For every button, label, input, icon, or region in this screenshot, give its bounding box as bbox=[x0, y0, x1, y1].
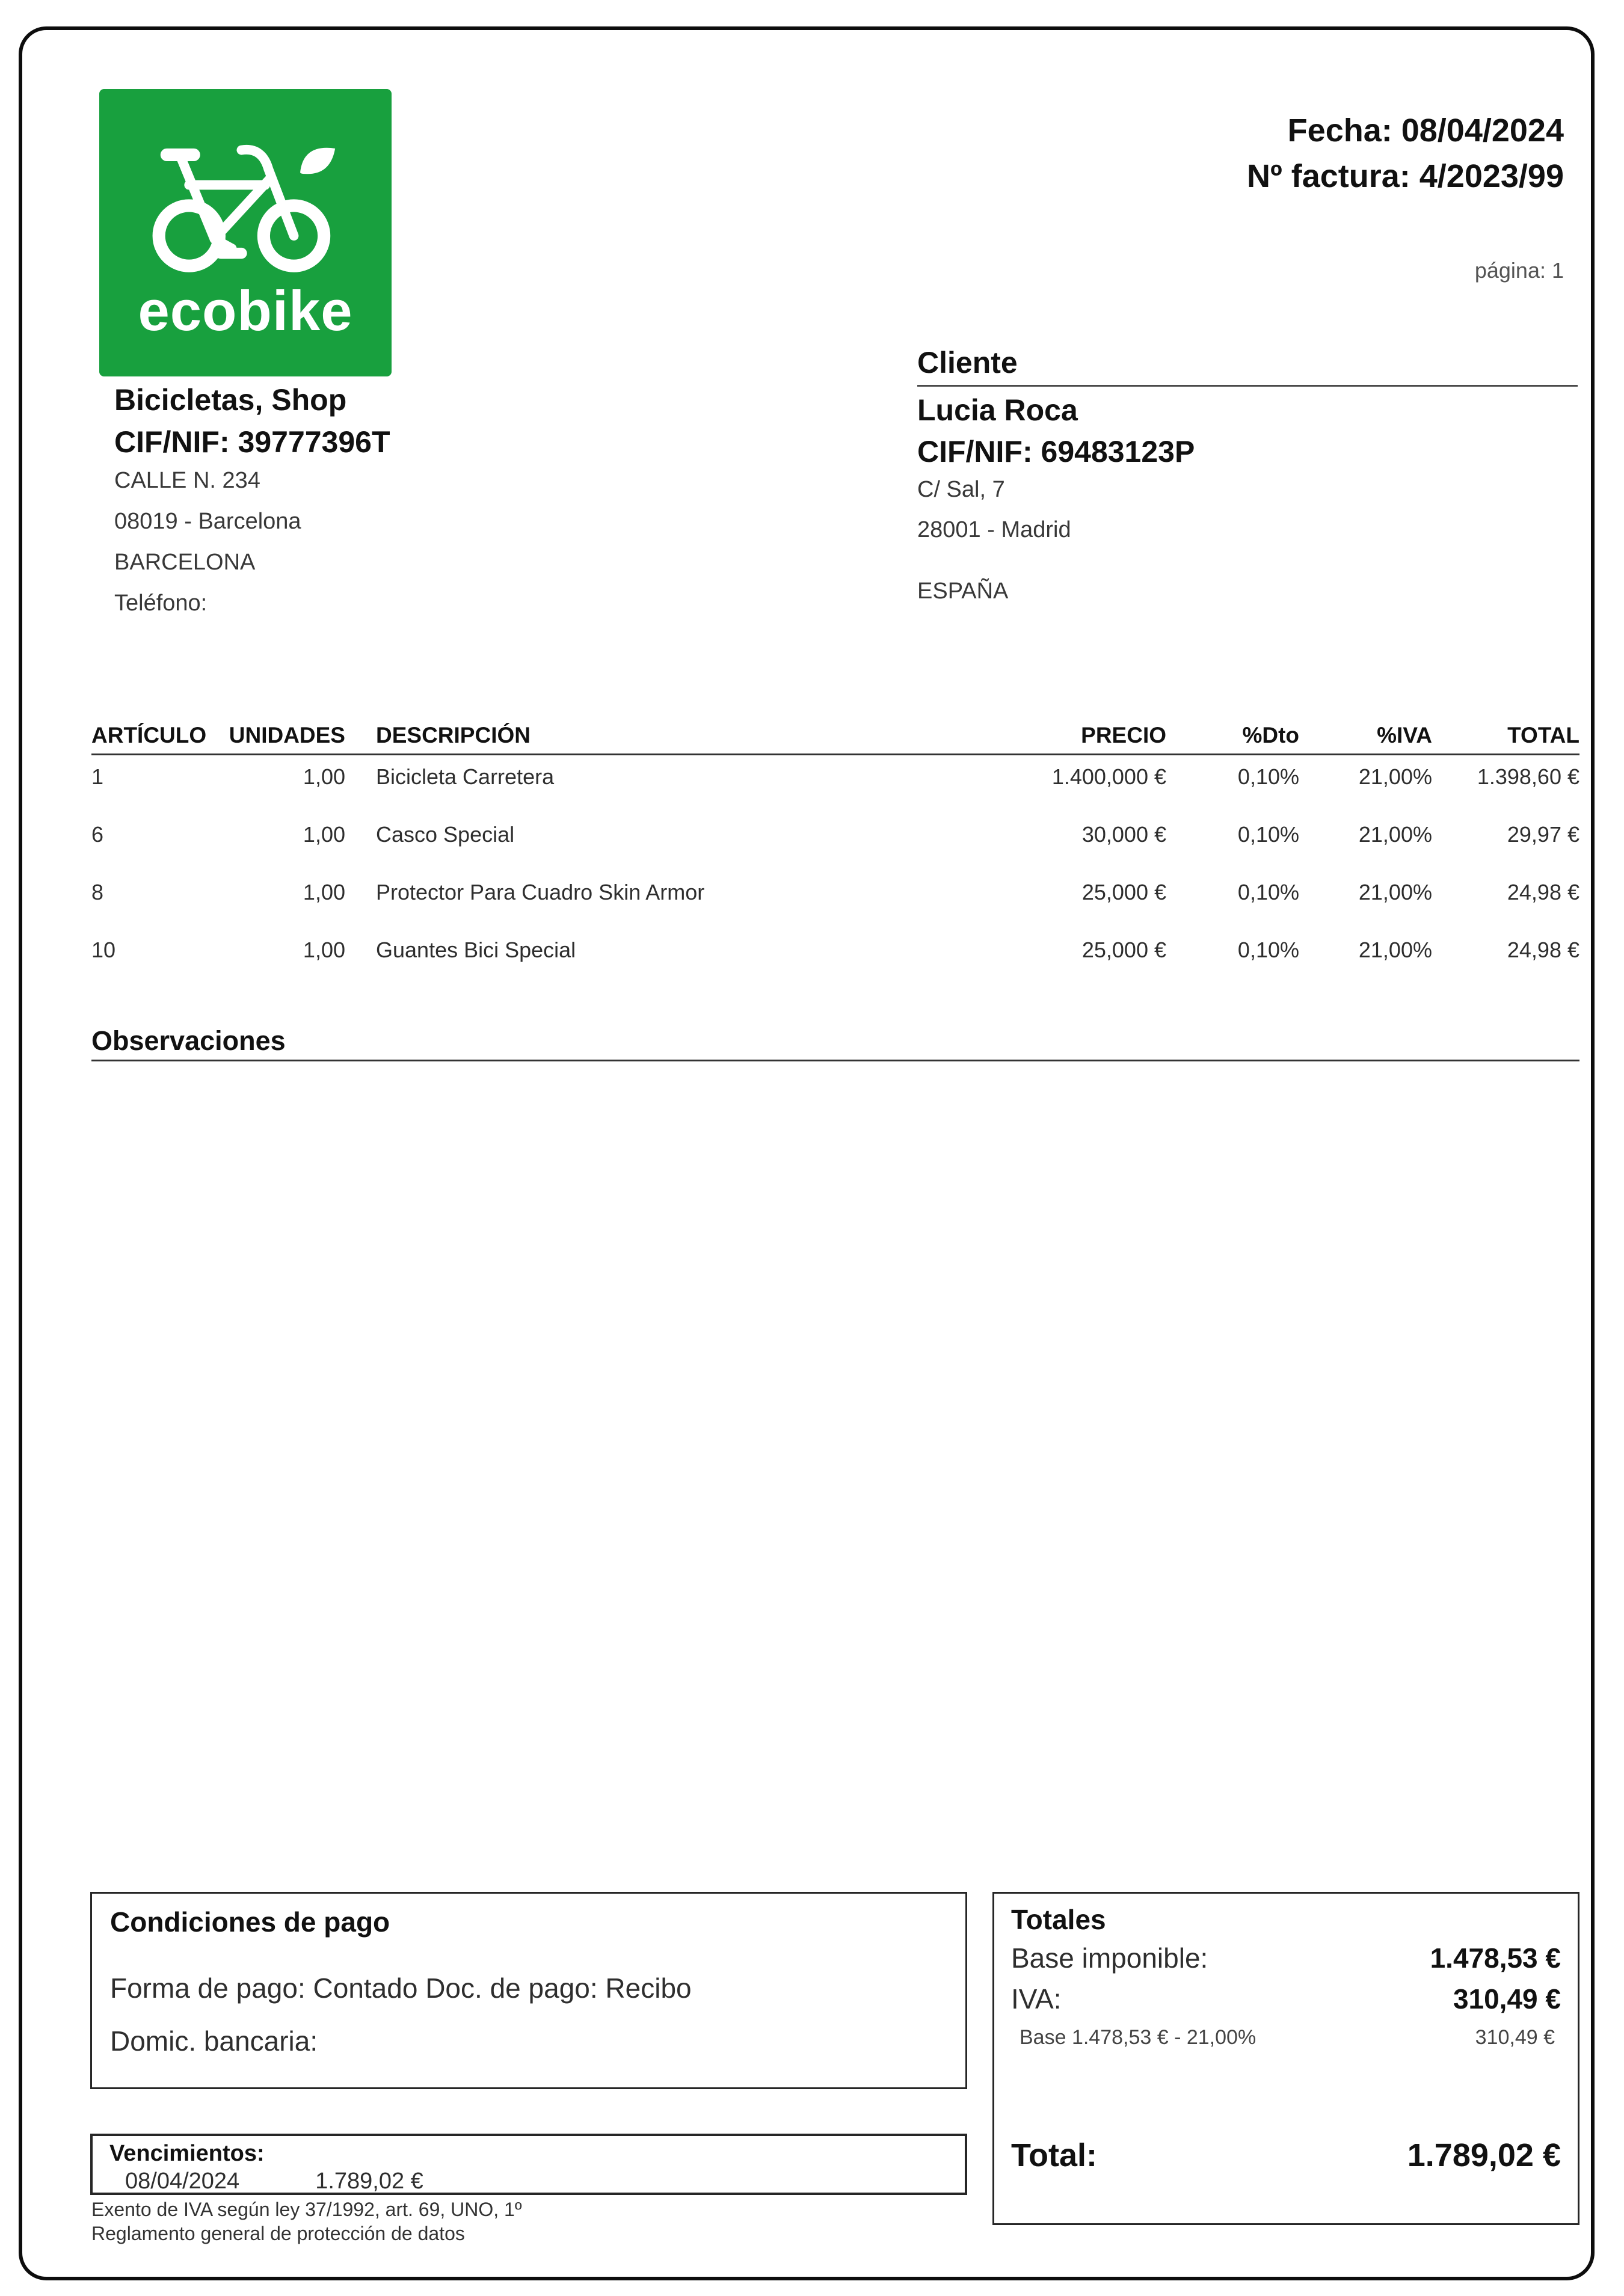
client-country: ESPAÑA bbox=[917, 579, 1009, 604]
base-imponible-value: 1.478,53 € bbox=[1430, 1942, 1561, 1974]
iva-detail-value: 310,49 € bbox=[1475, 2026, 1555, 2049]
item-iva: 21,00% bbox=[1358, 938, 1432, 962]
seller-name: Bicicletas, Shop bbox=[114, 383, 347, 417]
due-dates-box bbox=[90, 2134, 967, 2195]
table-row bbox=[91, 929, 1579, 986]
client-block bbox=[917, 348, 1578, 620]
bank-domiciliation-line: Domic. bancaria: bbox=[110, 2025, 318, 2057]
company-logo bbox=[99, 89, 392, 376]
item-descripcion: Casco Special bbox=[376, 822, 515, 847]
due-date: 08/04/2024 bbox=[125, 2169, 240, 2194]
iva-label: IVA: bbox=[1011, 1983, 1062, 2015]
iva-detail-label: Base 1.478,53 € - 21,00% bbox=[1020, 2026, 1256, 2049]
column-header-articulo: ARTÍCULO bbox=[91, 724, 212, 755]
item-total: 24,98 € bbox=[1507, 938, 1579, 962]
item-precio: 30,000 € bbox=[1081, 822, 1166, 847]
observaciones-title: Observaciones bbox=[91, 1025, 286, 1056]
iva-detail-row bbox=[1020, 2027, 1555, 2048]
due-amount: 1.789,02 € bbox=[315, 2169, 423, 2194]
item-precio: 25,000 € bbox=[1081, 938, 1166, 962]
seller-address-line-2: 08019 - Barcelona bbox=[114, 509, 301, 534]
base-imponible-row bbox=[1011, 1944, 1561, 1972]
page-number: página: 1 bbox=[1474, 258, 1564, 283]
item-dto: 0,10% bbox=[1237, 938, 1299, 962]
footer-note-1: Exento de IVA según ley 37/1992, art. 69, UNO, 1º bbox=[91, 2199, 522, 2220]
item-articulo: 1 bbox=[91, 764, 104, 789]
seller-cif: CIF/NIF: 39777396T bbox=[114, 425, 390, 459]
footer-note-2: Reglamento general de protección de datos bbox=[91, 2223, 465, 2244]
seller-address-line-3: BARCELONA bbox=[114, 550, 256, 575]
item-precio: 25,000 € bbox=[1081, 880, 1166, 904]
table-row bbox=[91, 813, 1579, 871]
item-descripcion: Protector Para Cuadro Skin Armor bbox=[376, 880, 705, 904]
observaciones-rule bbox=[91, 1060, 1579, 1061]
due-date-row bbox=[125, 2170, 423, 2193]
client-cif: CIF/NIF: 69483123P bbox=[917, 435, 1195, 468]
items-header-row bbox=[91, 724, 1579, 755]
item-unidades: 1,00 bbox=[303, 880, 345, 904]
client-address-line-2: 28001 - Madrid bbox=[917, 517, 1071, 542]
iva-value: 310,49 € bbox=[1453, 1983, 1561, 2015]
item-unidades: 1,00 bbox=[303, 822, 345, 847]
totals-title: Totales bbox=[1011, 1904, 1106, 1935]
item-precio: 1.400,000 € bbox=[1051, 764, 1166, 789]
column-header-dto: %Dto bbox=[1166, 724, 1299, 755]
item-iva: 21,00% bbox=[1358, 764, 1432, 789]
item-articulo: 6 bbox=[91, 822, 104, 847]
column-header-precio: PRECIO bbox=[820, 724, 1166, 755]
column-header-total: TOTAL bbox=[1432, 724, 1579, 755]
item-total: 1.398,60 € bbox=[1477, 764, 1579, 789]
client-rule bbox=[917, 385, 1578, 387]
item-unidades: 1,00 bbox=[303, 764, 345, 789]
item-iva: 21,00% bbox=[1358, 822, 1432, 847]
seller-phone-label: Teléfono: bbox=[114, 591, 208, 616]
iva-row bbox=[1011, 1985, 1561, 2013]
total-row bbox=[1011, 2139, 1561, 2172]
client-address-line-1: C/ Sal, 7 bbox=[917, 477, 1005, 502]
table-row bbox=[91, 755, 1579, 814]
seller-block bbox=[114, 385, 836, 633]
total-label: Total: bbox=[1011, 2137, 1097, 2173]
item-articulo: 8 bbox=[91, 880, 104, 904]
item-dto: 0,10% bbox=[1237, 880, 1299, 904]
item-articulo: 10 bbox=[91, 938, 116, 962]
items-table bbox=[91, 724, 1579, 986]
invoice-header bbox=[902, 114, 1564, 281]
column-header-unidades: UNIDADES bbox=[212, 724, 345, 755]
item-total: 29,97 € bbox=[1507, 822, 1579, 847]
total-value: 1.789,02 € bbox=[1407, 2137, 1561, 2173]
item-dto: 0,10% bbox=[1237, 822, 1299, 847]
client-section-title: Cliente bbox=[917, 346, 1018, 379]
logo-brand-text: ecobike bbox=[138, 279, 353, 342]
totals-box bbox=[992, 1892, 1579, 2225]
client-name: Lucia Roca bbox=[917, 393, 1078, 427]
column-header-iva: %IVA bbox=[1299, 724, 1432, 755]
bicycle-leaf-icon bbox=[146, 120, 345, 281]
item-unidades: 1,00 bbox=[303, 938, 345, 962]
invoice-number: Nº factura: 4/2023/99 bbox=[1246, 158, 1564, 194]
seller-address-line-1: CALLE N. 234 bbox=[114, 468, 260, 493]
table-row bbox=[91, 871, 1579, 929]
item-descripcion: Bicicleta Carretera bbox=[376, 764, 555, 789]
item-total: 24,98 € bbox=[1507, 880, 1579, 904]
base-imponible-label: Base imponible: bbox=[1011, 1942, 1208, 1974]
payment-terms-title: Condiciones de pago bbox=[110, 1906, 390, 1938]
column-header-descripcion: DESCRIPCIÓN bbox=[345, 724, 820, 755]
invoice-date: Fecha: 08/04/2024 bbox=[1287, 112, 1564, 149]
item-descripcion: Guantes Bici Special bbox=[376, 938, 576, 962]
item-dto: 0,10% bbox=[1237, 764, 1299, 789]
payment-method-line: Forma de pago: Contado Doc. de pago: Recibo bbox=[110, 1972, 692, 2004]
item-iva: 21,00% bbox=[1358, 880, 1432, 904]
payment-terms-box bbox=[90, 1892, 967, 2089]
due-dates-title: Vencimientos: bbox=[109, 2141, 265, 2166]
